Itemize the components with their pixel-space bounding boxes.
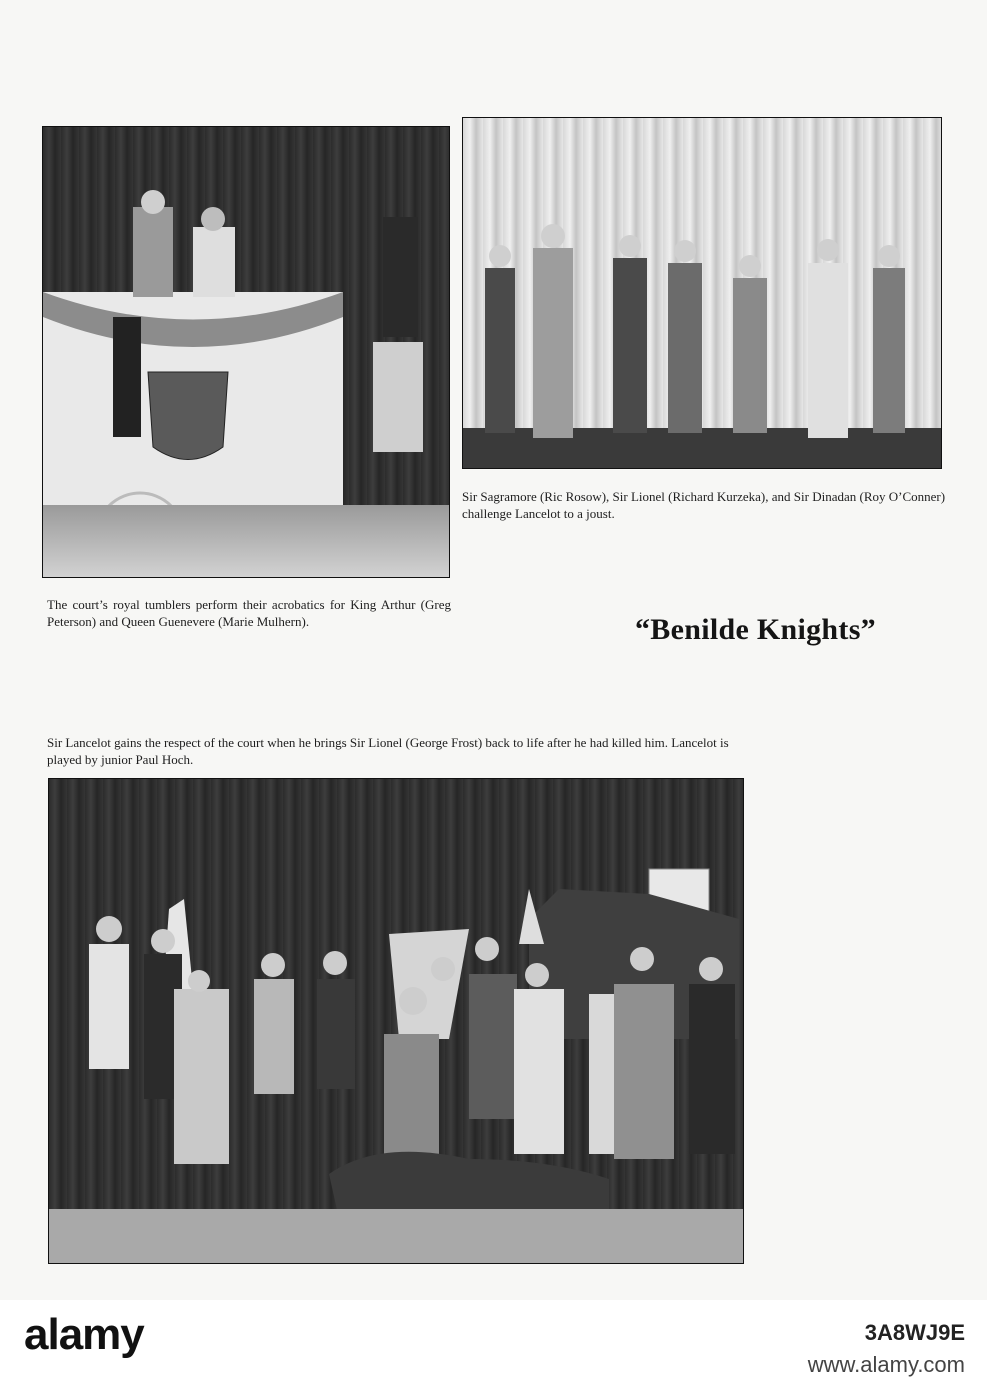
site-url: www.alamy.com — [807, 1352, 965, 1377]
image-id: 3A8WJ9E — [864, 1320, 965, 1345]
lancelot-scene — [49, 779, 743, 1263]
photo-lancelot-court — [48, 778, 744, 1264]
caption-tumblers: The court’s royal tumblers perform their acrobatics for King Arthur (Greg Peterson) and Queen Guenevere (Marie Mulhern). — [47, 597, 451, 629]
page-title: “Benilde Knights” — [635, 613, 876, 646]
caption-lancelot: Sir Lancelot gains the respect of the court when he brings Sir Lionel (George Frost) back to life after he had killed him. Lancelot is played by junior Paul Hoch. — [47, 735, 729, 767]
alamy-logo: alamy — [24, 1310, 144, 1359]
photo-joust-challenge — [462, 117, 942, 469]
caption-joust: Sir Sagramore (Ric Rosow), Sir Lionel (Richard Kurzeka), and Sir Dinadan (Roy O’Conner) challenge Lancelot to a joust. — [462, 489, 946, 521]
joust-scene — [463, 118, 941, 468]
photo-royal-tumblers — [42, 126, 450, 578]
